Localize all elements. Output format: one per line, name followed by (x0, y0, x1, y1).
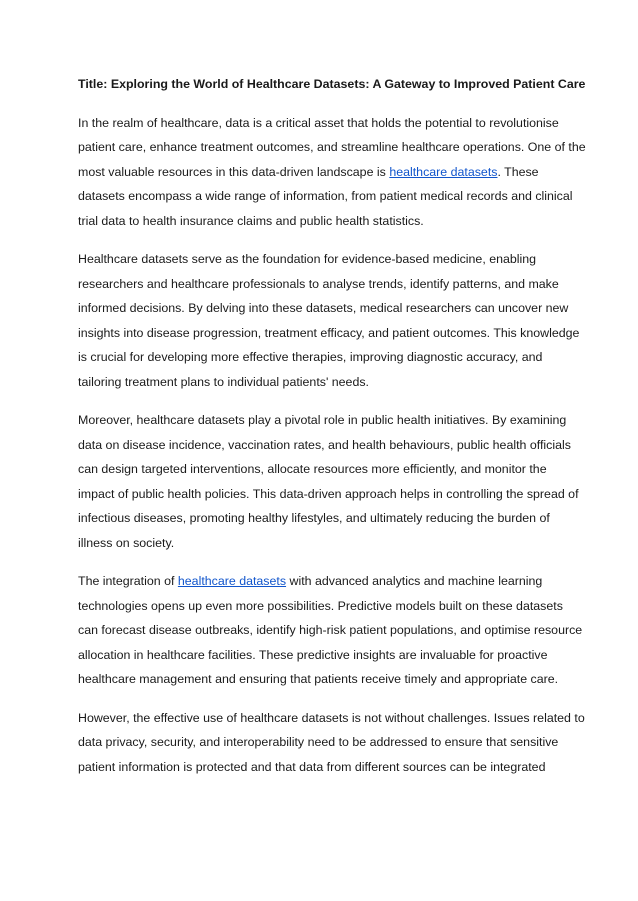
paragraph-line: technologies opens up even more possibilities. Predictive models built on these datasets (78, 598, 563, 613)
paragraph-line: informed decisions. By delving into these datasets, medical researchers can uncover new (78, 301, 569, 315)
paragraph-line: However, the effective use of healthcare datasets is not without challenges. Issues related to (78, 710, 585, 725)
paragraph-2 (78, 247, 580, 394)
document-title: Title: Exploring the World of Healthcare Datasets: A Gateway to Improved Patient Care (78, 77, 586, 91)
paragraph-line: healthcare management and ensuring that patients receive timely and appropriate care. (78, 672, 559, 686)
paragraph-line: allocation in healthcare facilities. These predictive insights are invaluable for proactive (78, 647, 548, 662)
paragraph-line: patient information is protected and that data from different sources can be integrated (78, 759, 546, 774)
paragraph-line: In the realm of healthcare, data is a critical asset that holds the potential to revolutionise (78, 115, 559, 130)
paragraph-line: insights into disease progression, treatment efficacy, and patient outcomes. This knowledge (78, 325, 580, 340)
paragraph-line: can forecast disease outbreaks, identify high-risk patient populations, and optimise resource (78, 623, 583, 637)
paragraph-line-with-link (78, 569, 568, 594)
paragraph-line: trial data to health insurance claims and public health statistics. (78, 213, 424, 228)
text-after-link: with advanced analytics and machine learning (286, 574, 543, 588)
paragraph-line: patient care, enhance treatment outcomes, and streamline healthcare operations. One of the (78, 140, 586, 154)
paragraph-1 (78, 111, 586, 234)
paragraph-line: can design targeted interventions, allocate resources more efficiently, and monitor the (78, 462, 547, 476)
text-after-link: . These (497, 164, 539, 179)
paragraph-line: data on disease incidence, vaccination rates, and health behaviours, public health officials (78, 437, 571, 452)
paragraph-5 (78, 706, 585, 780)
paragraph-line: impact of public health policies. This data-driven approach helps in controlling the spread of (78, 486, 579, 501)
paragraph-line: researchers and healthcare professionals to analyse trends, identify patterns, and make (78, 276, 559, 291)
paragraph-line: Healthcare datasets serve as the foundation for evidence-based medicine, enabling (78, 252, 537, 266)
paragraph-line: datasets encompass a wide range of information, from patient medical records and clinical (78, 189, 573, 203)
paragraph-line: tailoring treatment plans to individual patients' needs. (78, 374, 369, 389)
document-page (78, 72, 586, 793)
paragraph-line: illness on society. (78, 535, 175, 550)
paragraph-3 (78, 408, 579, 555)
paragraph-line: data privacy, security, and interoperability need to be addressed to ensure that sensitive (78, 735, 559, 749)
text-before-link: The integration of (78, 574, 178, 588)
paragraph-line: Moreover, healthcare datasets play a pivotal role in public health initiatives. By examining (78, 413, 567, 427)
paragraph-line: infectious diseases, promoting healthy lifestyles, and ultimately reducing the burden of (78, 511, 550, 525)
healthcare-datasets-link[interactable]: healthcare datasets (177, 574, 287, 588)
text-before-link: most valuable resources in this data-driven landscape is (78, 164, 390, 179)
paragraph-4 (78, 569, 583, 692)
healthcare-datasets-link[interactable]: healthcare datasets (389, 164, 498, 179)
paragraph-line: is crucial for developing more effective therapies, improving diagnostic accuracy, and (78, 350, 543, 364)
paragraph-line-with-link (78, 160, 568, 185)
